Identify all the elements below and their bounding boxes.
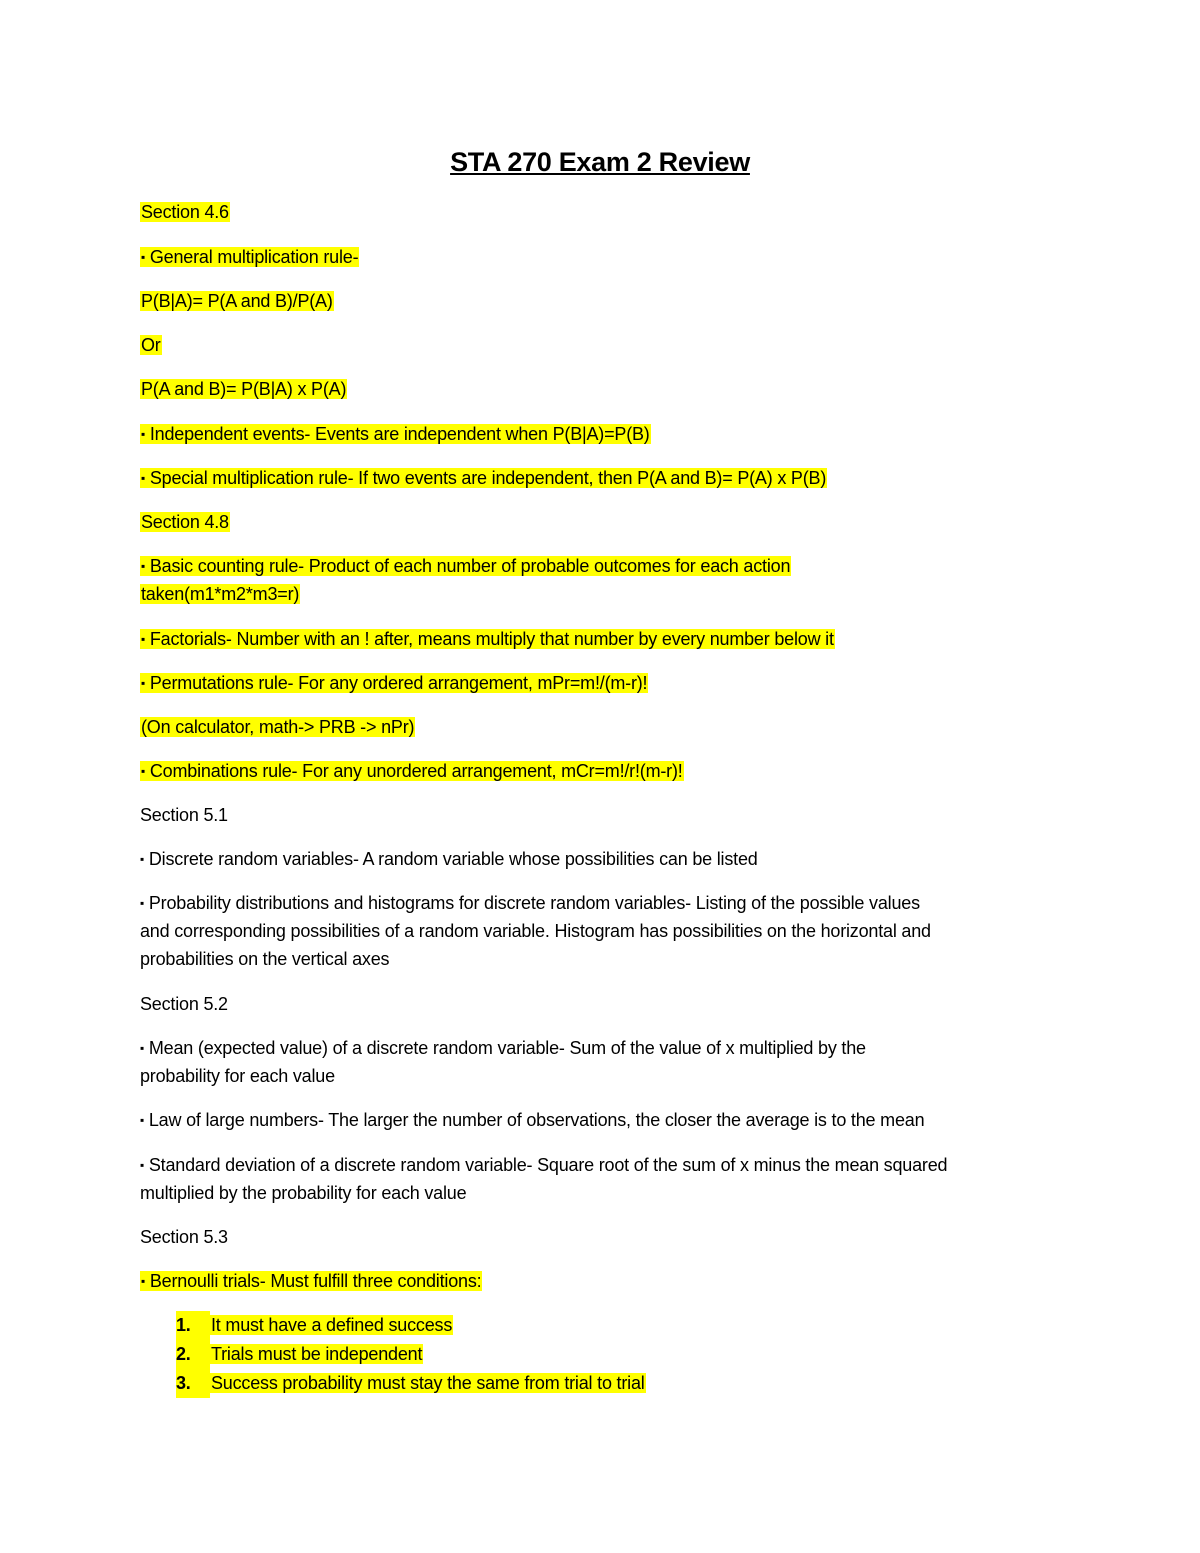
bullet-icon: ▪: [141, 427, 146, 441]
formula-joint: P(A and B)= P(B|A) x P(A): [141, 379, 347, 399]
mean-expected-value-cont: probability for each value: [140, 1066, 335, 1086]
factorials: ▪ Factorials- Number with an ! after, means multiply that number by every number below it: [141, 629, 834, 649]
probability-distributions-cont: and corresponding possibilities of a random variable. Histogram has possibilities on the horizontal and: [140, 921, 931, 941]
general-multiplication-rule: ▪ General multiplication rule-: [141, 247, 359, 267]
basic-counting-rule-cont: taken(m1*m2*m3=r): [141, 584, 300, 604]
bullet-icon: ▪: [140, 896, 145, 910]
or-text: Or: [141, 335, 161, 355]
bullet-icon: ▪: [140, 852, 145, 866]
law-of-large-numbers: ▪ Law of large numbers- The larger the number of observations, the closer the average is to the mean: [140, 1110, 925, 1130]
calculator-note: (On calculator, math-> PRB -> nPr): [141, 717, 415, 737]
bullet-icon: ▪: [140, 1041, 145, 1055]
section-5-3-heading: Section 5.3: [140, 1227, 228, 1247]
bullet-icon: ▪: [140, 1113, 145, 1127]
bullet-icon: ▪: [141, 471, 146, 485]
section-4-8-heading: Section 4.8: [141, 512, 229, 532]
combinations-rule: ▪ Combinations rule- For any unordered arrangement, mCr=m!/r!(m-r)!: [141, 761, 683, 781]
bullet-icon: ▪: [141, 764, 146, 778]
bullet-icon: ▪: [141, 559, 146, 573]
section-5-2-heading: Section 5.2: [140, 994, 228, 1014]
section-5-1-heading: Section 5.1: [140, 805, 228, 825]
basic-counting-rule: ▪ Basic counting rule- Product of each number of probable outcomes for each action: [141, 556, 791, 576]
list-item: 2. Trials must be independent: [176, 1340, 423, 1369]
document-title: STA 270 Exam 2 Review: [450, 147, 750, 177]
bullet-icon: ▪: [141, 250, 146, 264]
list-item: 1. It must have a defined success: [176, 1311, 453, 1340]
list-item: 3. Success probability must stay the same from trial to trial: [176, 1369, 646, 1398]
discrete-random-variables: ▪ Discrete random variables- A random variable whose possibilities can be listed: [140, 849, 758, 869]
section-4-6-heading: Section 4.6: [141, 202, 229, 222]
mean-expected-value: ▪ Mean (expected value) of a discrete random variable- Sum of the value of x multiplied by the: [140, 1038, 866, 1058]
standard-deviation-cont: multiplied by the probability for each value: [140, 1183, 467, 1203]
permutations-rule: ▪ Permutations rule- For any ordered arrangement, mPr=m!/(m-r)!: [141, 673, 648, 693]
bullet-icon: ▪: [141, 1274, 146, 1288]
bernoulli-trials: ▪ Bernoulli trials- Must fulfill three conditions:: [141, 1271, 482, 1291]
bullet-icon: ▪: [140, 1158, 145, 1172]
bullet-icon: ▪: [141, 632, 146, 646]
probability-distributions-cont: probabilities on the vertical axes: [140, 949, 390, 969]
probability-distributions: ▪ Probability distributions and histograms for discrete random variables- Listing of the possible values: [140, 893, 920, 913]
bullet-icon: ▪: [141, 676, 146, 690]
standard-deviation: ▪ Standard deviation of a discrete random variable- Square root of the sum of x minus the mean squared: [140, 1155, 948, 1175]
special-multiplication-rule: ▪ Special multiplication rule- If two events are independent, then P(A and B)= P(A) x P(B): [141, 468, 827, 488]
formula-conditional: P(B|A)= P(A and B)/P(A): [141, 291, 333, 311]
independent-events: ▪ Independent events- Events are independent when P(B|A)=P(B): [141, 424, 650, 444]
